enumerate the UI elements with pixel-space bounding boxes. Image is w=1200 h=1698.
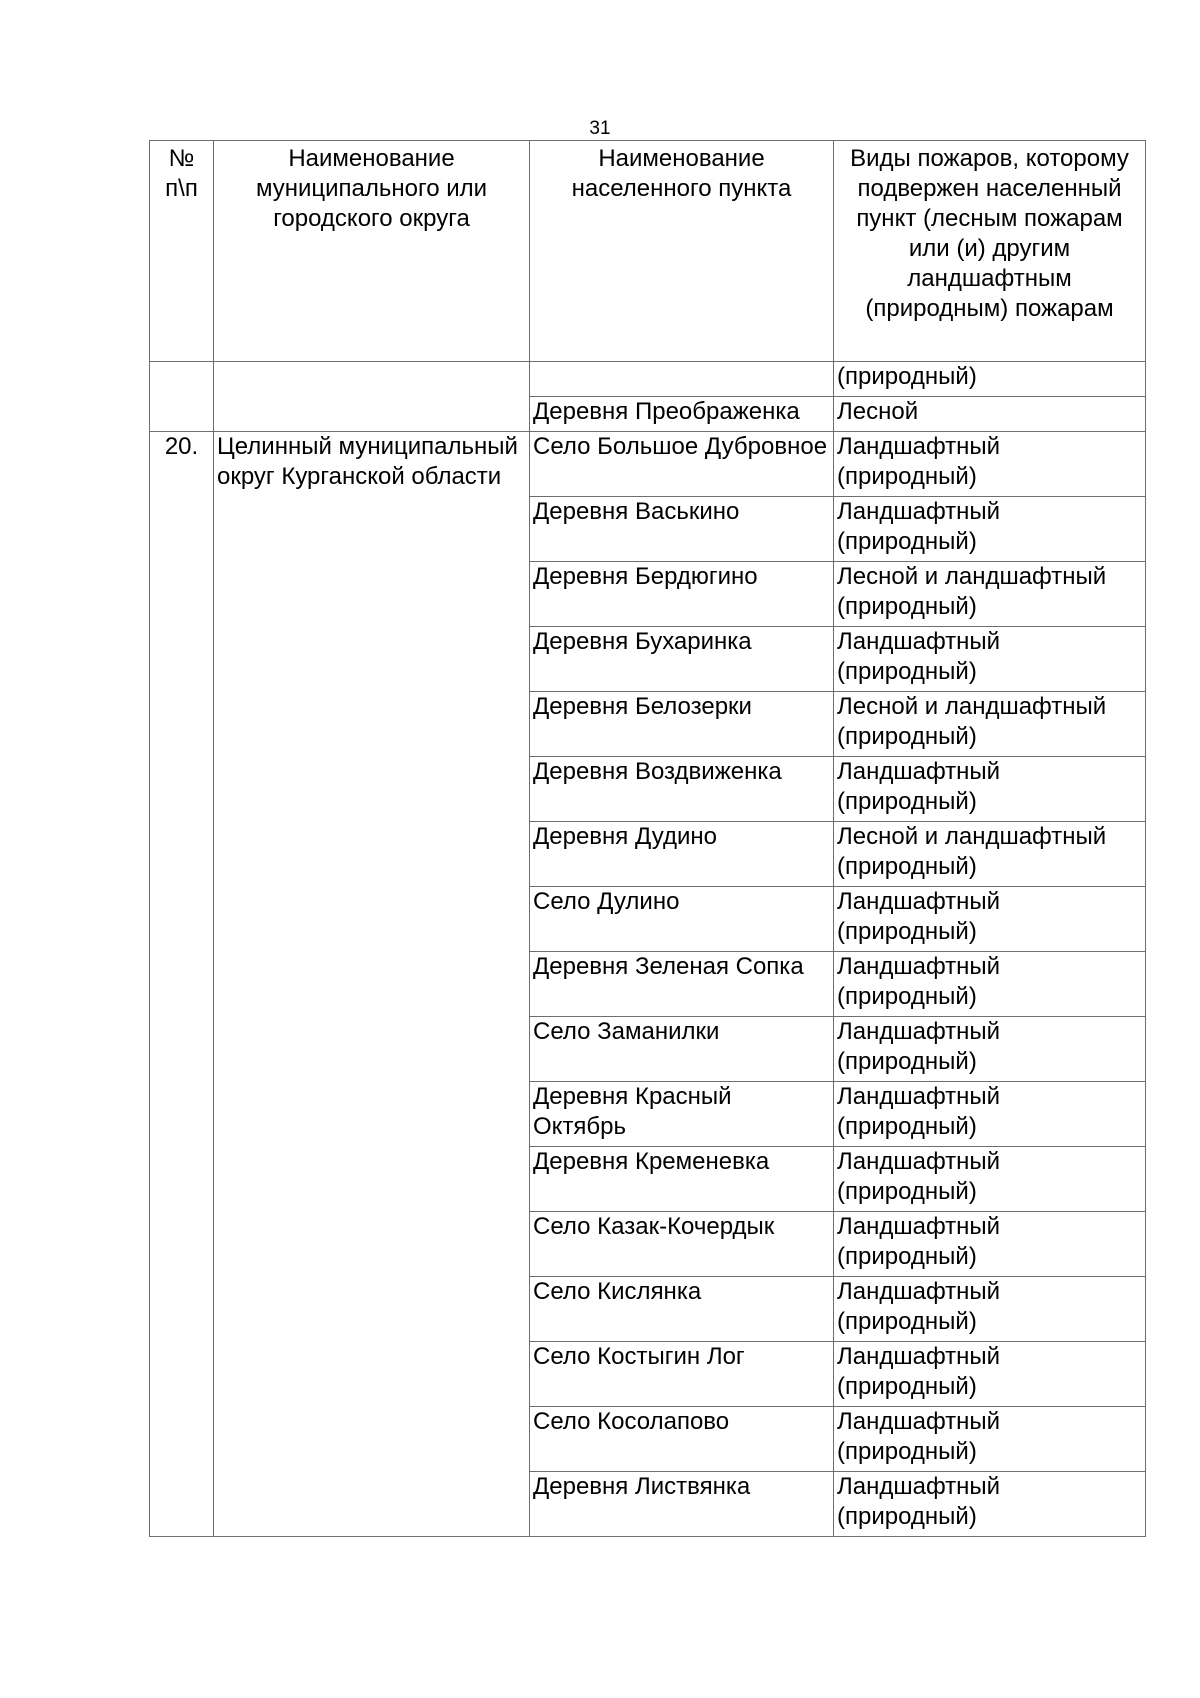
settlement-cell: Деревня Красный Октябрь <box>530 1082 834 1147</box>
header-number: № п\п <box>150 141 214 362</box>
fire-type-cell: (природный) <box>834 362 1146 397</box>
table-row <box>150 362 1146 397</box>
fire-type-cell: Ландшафтный (природный) <box>834 627 1146 692</box>
settlement-cell: Село Кислянка <box>530 1277 834 1342</box>
fire-type-cell: Ландшафтный (природный) <box>834 952 1146 1017</box>
fire-type-cell: Ландшафтный (природный) <box>834 1342 1146 1407</box>
page-number: 31 <box>589 118 611 139</box>
settlement-cell: Деревня Дудино <box>530 822 834 887</box>
settlement-cell: Село Казак-Кочердык <box>530 1212 834 1277</box>
fire-type-cell: Ландшафтный (природный) <box>834 1407 1146 1472</box>
settlement-cell: Село Косолапово <box>530 1407 834 1472</box>
header-district: Наименование муниципального или городского округа <box>214 141 530 362</box>
settlement-cell: Село Дулино <box>530 887 834 952</box>
district-cell: Целинный муниципальный округ Курганской области <box>214 432 530 1537</box>
settlement-cell: Деревня Васькино <box>530 497 834 562</box>
settlement-cell: Деревня Кременевка <box>530 1147 834 1212</box>
table-header-row <box>150 141 1146 362</box>
settlement-cell: Деревня Воздвиженка <box>530 757 834 822</box>
fire-type-cell: Ландшафтный (природный) <box>834 1147 1146 1212</box>
fire-type-cell: Ландшафтный (природный) <box>834 1472 1146 1537</box>
header-fire-type: Виды пожаров, которому подвержен населенный пункт (лесным пожарам или (и) другим ландшафтным (природным) пожарам <box>834 141 1146 362</box>
fire-type-cell: Ландшафтный (природный) <box>834 497 1146 562</box>
settlement-cell: Село Заманилки <box>530 1017 834 1082</box>
settlement-cell: Деревня Преображенка <box>530 397 834 432</box>
settlement-cell: Село Большое Дубровное <box>530 432 834 497</box>
table-body <box>150 362 1146 1537</box>
number-cell <box>150 362 214 432</box>
fire-type-cell: Ландшафтный (природный) <box>834 757 1146 822</box>
fire-type-cell: Ландшафтный (природный) <box>834 1212 1146 1277</box>
fire-type-cell: Лесной и ландшафтный (природный) <box>834 562 1146 627</box>
settlement-cell <box>530 362 834 397</box>
settlement-cell: Деревня Зеленая Сопка <box>530 952 834 1017</box>
fire-type-cell: Ландшафтный (природный) <box>834 887 1146 952</box>
fire-type-cell: Ландшафтный (природный) <box>834 1017 1146 1082</box>
fire-type-cell: Ландшафтный (природный) <box>834 1082 1146 1147</box>
district-cell <box>214 362 530 432</box>
settlement-cell: Деревня Бухаринка <box>530 627 834 692</box>
header-settlement: Наименование населенного пункта <box>530 141 834 362</box>
settlement-cell: Деревня Белозерки <box>530 692 834 757</box>
number-cell: 20. <box>150 432 214 1537</box>
settlement-cell: Село Костыгин Лог <box>530 1342 834 1407</box>
fire-type-cell: Ландшафтный (природный) <box>834 1277 1146 1342</box>
fire-type-cell: Лесной и ландшафтный (природный) <box>834 692 1146 757</box>
fire-type-cell: Лесной <box>834 397 1146 432</box>
table-row <box>150 432 1146 497</box>
settlement-cell: Деревня Листвянка <box>530 1472 834 1537</box>
settlement-cell: Деревня Бердюгино <box>530 562 834 627</box>
fire-type-cell: Ландшафтный (природный) <box>834 432 1146 497</box>
fire-type-cell: Лесной и ландшафтный (природный) <box>834 822 1146 887</box>
fire-risk-table <box>149 140 1146 1537</box>
